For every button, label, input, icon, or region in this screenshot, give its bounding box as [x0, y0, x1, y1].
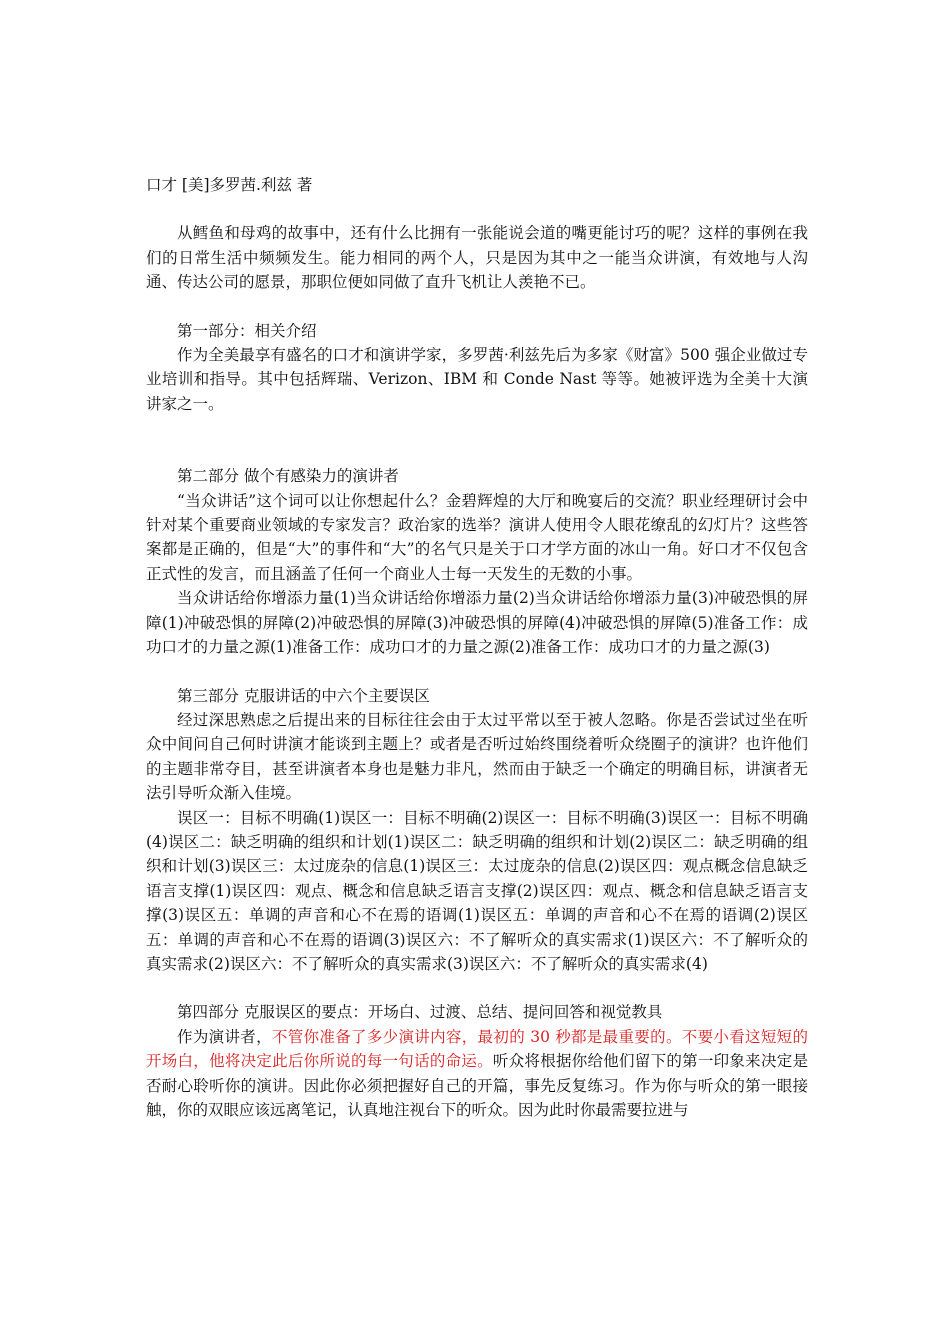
part4-paragraph — [146, 1025, 808, 1123]
part3-paragraph: 经过深思熟虑之后提出来的目标往往会由于太过平常以至于被人忽略。你是否尝试过坐在听众中间问自己何时讲演才能谈到主题上？或者是否听过始终围绕着听众绕圈子的演讲？也许他们的主题非常夺目，甚至讲演者本身也是魅力非凡，然而由于缺乏一个确定的明确目标，讲演者无法引导听众渐入佳境。 — [146, 710, 808, 803]
document-page — [146, 173, 808, 1122]
spacer — [146, 295, 808, 319]
part3-heading: 第三部分 克服讲话的中六个主要误区 — [177, 686, 430, 705]
part4-text-end: 听众将根据你给他们留下的第一印象来决定是否耐心聆听你的演讲。因此你必须把握好自己的开篇，事先反复练习。作为你与听众的第一眼接触，你的双眼应该远离笔记，认真地注视台下的听众。因为此时你最需要拉进与 — [146, 1052, 808, 1119]
spacer — [146, 416, 808, 464]
spacer — [146, 976, 808, 1000]
part4-highlighted-text: 不管你准备了多少演讲内容，最初的 30 秒都是最重要的。不要小看这短短的开场白，他将决定此后你所说的每一句话的命运。 — [146, 1027, 808, 1071]
part1-heading: 第一部分：相关介绍 — [177, 321, 317, 340]
document-title: 口才 [美]多罗茜.利兹 著 — [146, 176, 313, 194]
spacer — [146, 660, 808, 684]
intro-paragraph: 从鳕鱼和母鸡的故事中，还有什么比拥有一张能说会道的嘴更能讨巧的呢？这样的事例在我们的日常生活中频频发生。能力相同的两个人，只是因为其中之一能当众讲演，有效地与人沟通、传达公司的愿景，那职位便如同做了直升飞机让人羡艳不已。 — [146, 224, 808, 292]
part4-heading: 第四部分 克服误区的要点：开场白、过渡、总结、提问回答和视觉教具 — [177, 1003, 663, 1022]
part2-heading: 第二部分 做个有感染力的演讲者 — [177, 467, 399, 486]
spacer — [146, 197, 808, 221]
part1-paragraph: 作为全美最享有盛名的口才和演讲学家，多罗茜·利兹先后为多家《财富》500 强企业做过专业培训和指导。其中包括辉瑞、Verizon、IBM 和 Conde Nast 等等。她被评选为全美十大演讲家之一。 — [146, 346, 808, 413]
part2-paragraph: “当众讲话”这个词可以让你想起什么？金碧辉煌的大厅和晚宴后的交流？职业经理研讨会中针对某个重要商业领域的专家发言？政治家的选举？演讲人使用令人眼花缭乱的幻灯片？这些答案都是正确的，但是“大”的事件和“大”的名气只是关于口才学方面的冰山一角。好口才不仅包含正式性的发言，而且涵盖了任何一个商业人士每一天发生的无数的小事。 — [146, 491, 808, 583]
part3-chapter-list: 误区一：目标不明确(1)误区一：目标不明确(2)误区一：目标不明确(3)误区一：目标不明确(4)误区二：缺乏明确的组织和计划(1)误区二：缺乏明确的组织和计划(2)误区二：缺乏明确的组织和计划(3)误区三：太过庞杂的信息(1)误区三：太过庞杂的信息(2)误区四：观点概念信息缺乏语言支撑(1)误区四：观点、概念和信息缺乏语言支撑(2)误区四：观点、概念和信息缺乏语言支撑(3)误区五：单调的声音和心不在焉的语调(1)误区五：单调的声音和心不在焉的语调(2)误区五：单调的声音和心不在焉的语调(3)误区六：不了解听众的真实需求(1)误区六：不了解听众的真实需求(2)误区六：不了解听众的真实需求(3)误区六：不了解听众的真实需求(4) — [146, 808, 808, 973]
part2-chapter-list: 当众讲话给你增添力量(1)当众讲话给你增添力量(2)当众讲话给你增添力量(3)冲破恐惧的屏障(1)冲破恐惧的屏障(2)冲破恐惧的屏障(3)冲破恐惧的屏障(4)冲破恐惧的屏障(5)准备工作：成功口才的力量之源(1)准备工作：成功口才的力量之源(2)准备工作：成功口才的力量之源(3) — [146, 589, 808, 657]
part4-text-start: 作为演讲者， — [177, 1027, 272, 1046]
